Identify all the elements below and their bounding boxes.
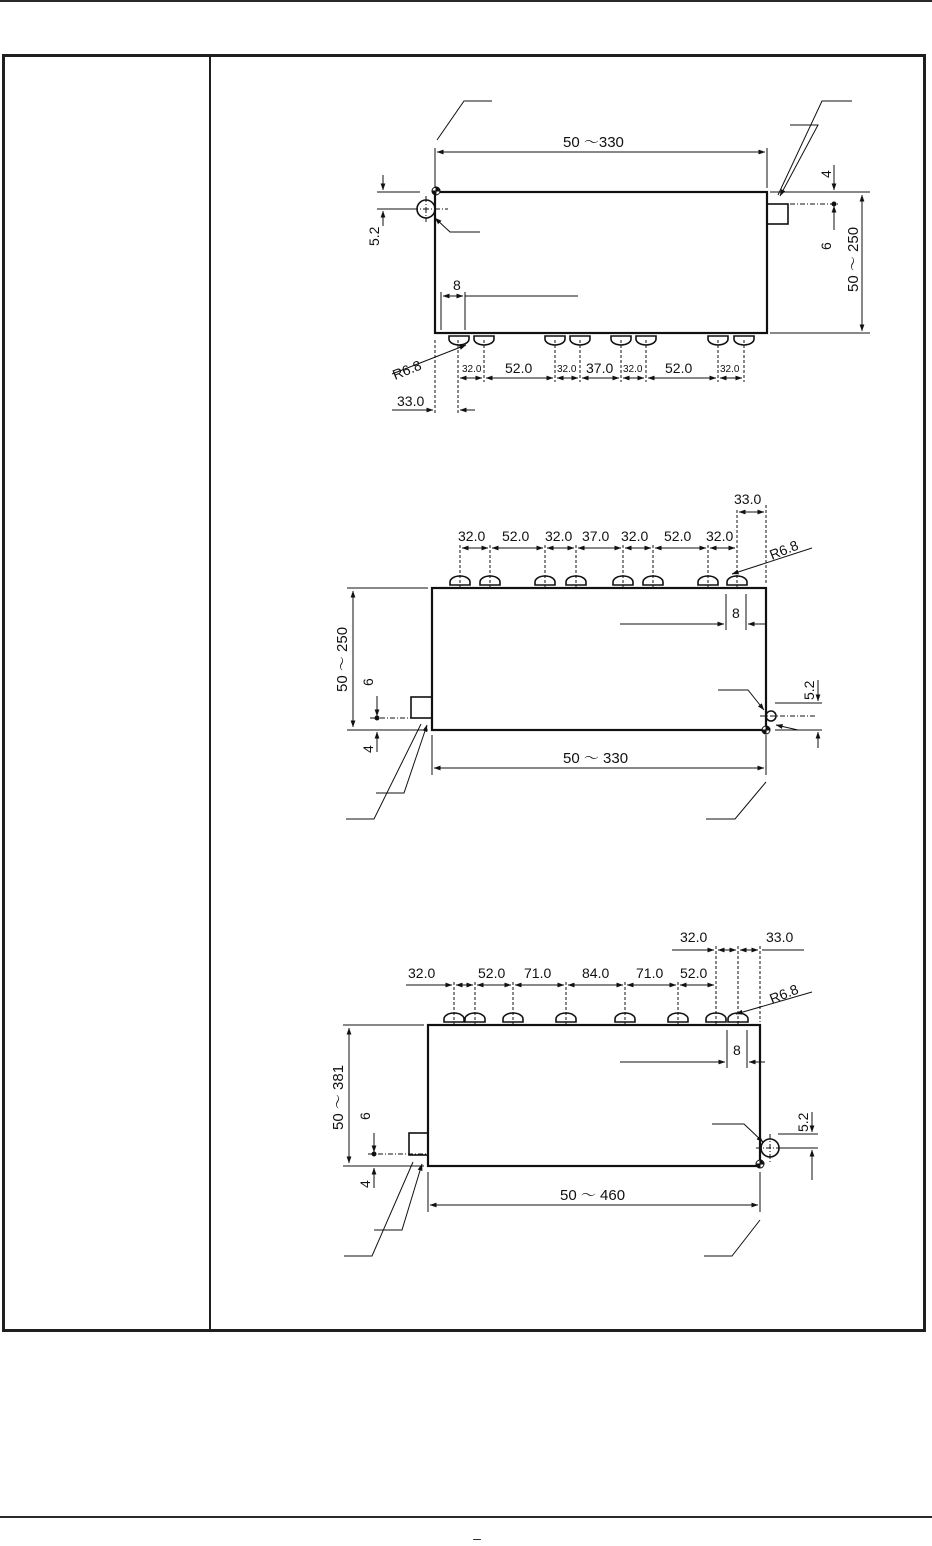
connector-tab <box>767 204 788 224</box>
spacing-label: 52.0 <box>502 528 530 544</box>
tab-height-label: 6 <box>818 242 834 250</box>
tab-height-label: 6 <box>360 678 376 686</box>
spacing-label: 32.0 <box>621 528 649 544</box>
panel-outline <box>432 588 766 730</box>
hole-offset-label: 5.2 <box>801 680 817 700</box>
top-offset-label: 4 <box>360 745 376 753</box>
spacing-label: 37.0 <box>582 528 610 544</box>
figure-2 <box>346 505 822 819</box>
hole-offset-label: 5.2 <box>795 1112 811 1132</box>
spacing-label: 52.0 <box>664 528 692 544</box>
figure-3 <box>343 946 818 1256</box>
right-spacing-label: 32.0 <box>680 929 708 945</box>
height-dim-label: 50 ～ 250 <box>845 226 862 292</box>
spacing-label: 32.0 <box>545 528 573 544</box>
figure-3-labels <box>330 929 811 1204</box>
tab-height-label: 6 <box>357 1112 373 1120</box>
edge-offset-label: 8 <box>732 605 740 621</box>
spacing-label: 32.0 <box>623 364 643 375</box>
spacing-label: 32.0 <box>458 528 486 544</box>
edge-offset-label: 8 <box>733 1042 741 1058</box>
spacing-label: 32.0 <box>462 364 482 375</box>
spacing-label: 37.0 <box>586 360 614 376</box>
width-dim-label: 50 ～330 <box>563 134 624 151</box>
height-dim-label: 50 ～ 381 <box>330 1064 347 1130</box>
ground-symbol <box>756 1160 764 1168</box>
radius-label: R6.8 <box>767 536 801 563</box>
width-dim-label: 50 ～ 460 <box>560 1187 626 1204</box>
start-offset-label: 33.0 <box>766 929 794 945</box>
spacing-label: 32.0 <box>557 364 577 375</box>
start-offset-label: 33.0 <box>397 393 425 409</box>
spacing-label: 71.0 <box>636 965 664 981</box>
spacing-label: 52.0 <box>478 965 506 981</box>
feet-row <box>449 336 754 345</box>
panel-outline <box>428 1025 760 1166</box>
radius-label: R6.8 <box>767 980 801 1007</box>
width-dim-label: 50 ～ 330 <box>563 750 629 767</box>
bottom-rule <box>0 1516 932 1518</box>
spacing-label: 71.0 <box>524 965 552 981</box>
connector-tab <box>411 697 432 718</box>
spacing-label: 84.0 <box>582 965 610 981</box>
ground-symbol <box>432 187 440 195</box>
page-number: – <box>473 1530 481 1546</box>
ground-symbol <box>762 726 770 734</box>
connector-tab <box>409 1133 428 1155</box>
spacing-label: 52.0 <box>665 360 693 376</box>
spacing-label: 32.0 <box>706 528 734 544</box>
figure-2-labels <box>334 491 817 767</box>
hole-offset-label: 5.2 <box>366 226 382 246</box>
top-offset-label: 4 <box>818 170 834 178</box>
feet-row <box>444 1013 748 1022</box>
spacing-label: 32.0 <box>408 965 436 981</box>
spacing-label: 32.0 <box>720 364 740 375</box>
edge-offset-label: 8 <box>453 277 461 293</box>
feet-row <box>450 576 747 585</box>
spacing-label: 52.0 <box>680 965 708 981</box>
radius-label: R6.8 <box>390 356 424 383</box>
panel-outline <box>435 192 767 333</box>
spacing-label: 52.0 <box>505 360 533 376</box>
height-dim-label: 50 ～ 250 <box>334 626 351 692</box>
top-offset-label: 4 <box>357 1180 373 1188</box>
start-offset-label: 33.0 <box>734 491 762 507</box>
